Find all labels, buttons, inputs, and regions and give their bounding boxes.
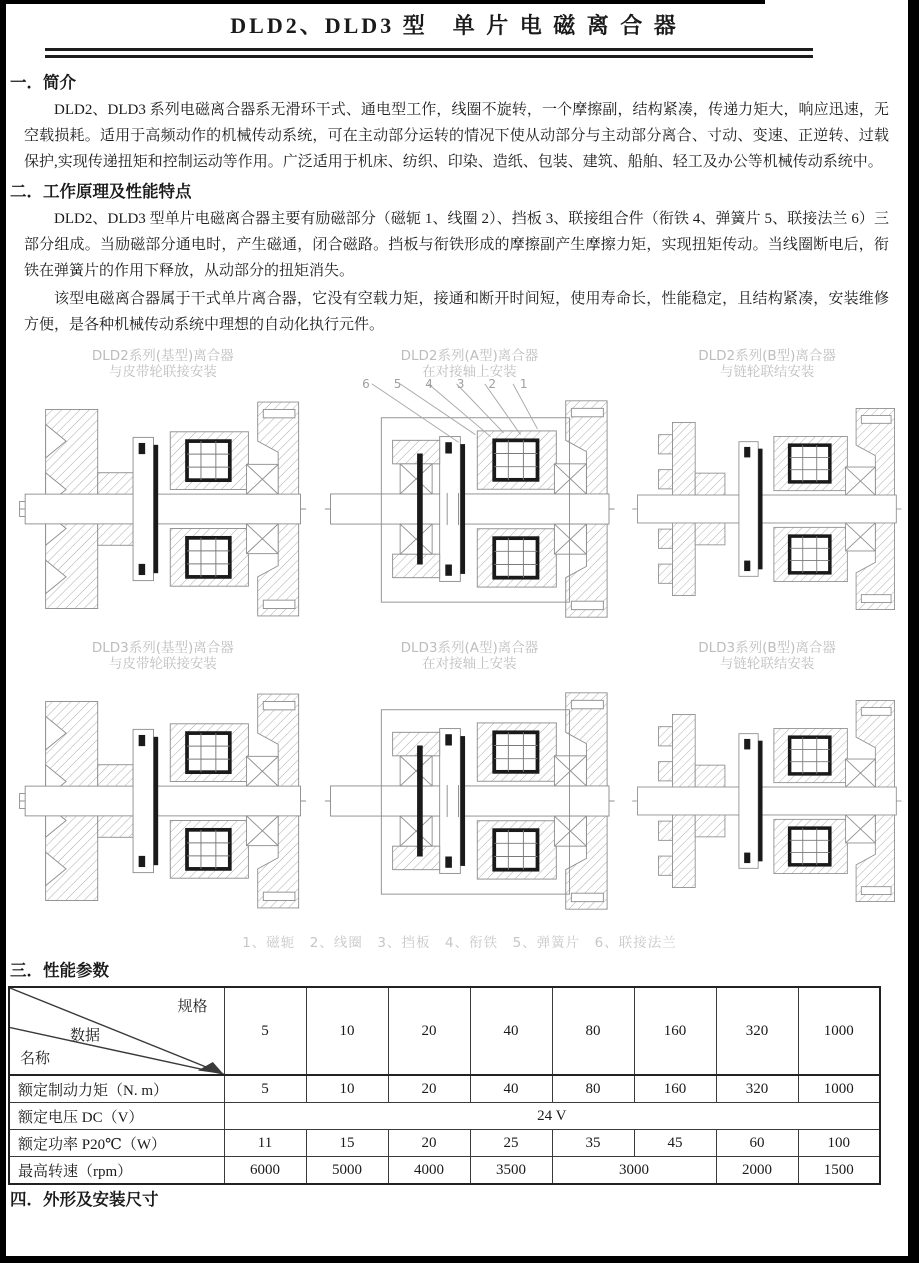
table-row-speed	[9, 1157, 880, 1185]
figure-caption-line2: 与链轮联结安装	[719, 364, 815, 380]
cell-value: 160	[634, 1075, 716, 1103]
cell-value: 6000	[224, 1157, 306, 1185]
cell-value: 1500	[798, 1157, 880, 1185]
scan-edge-right	[908, 0, 919, 1263]
scan-edge-left	[0, 0, 6, 1263]
cell-value: 35	[552, 1130, 634, 1157]
page-title: DLD2、DLD3 型 单 片 电 磁 离 合 器	[230, 13, 679, 38]
cell-value: 80	[552, 1075, 634, 1103]
figure-dld3-basic	[14, 638, 312, 930]
figure-dld3-b	[627, 638, 907, 930]
cell-value: 11	[224, 1130, 306, 1157]
figure-dld2-a	[312, 346, 628, 638]
clutch-butt-joint-drawing	[312, 382, 628, 636]
part-label-2: 2	[488, 377, 496, 391]
cell-value: 2000	[716, 1157, 798, 1185]
part-label-5: 5	[393, 377, 402, 391]
figure-caption-line1: DLD3系列(A型)离合器	[400, 640, 539, 656]
figure-caption-line2: 与皮带轮联接安装	[108, 656, 217, 672]
cell-value: 1000	[798, 1075, 880, 1103]
parts-legend: 1、磁轭 2、线圈 3、挡板 4、衔铁 5、弹簧片 6、联接法兰	[242, 935, 677, 951]
table-row-voltage	[9, 1103, 880, 1130]
heading-principle: 二．工作原理及性能特点	[10, 182, 192, 201]
scan-edge-top	[0, 0, 765, 4]
cell-value: 10	[306, 1075, 388, 1103]
figure-caption-line2: 与皮带轮联接安装	[108, 364, 217, 380]
clutch-sprocket-drawing	[627, 382, 907, 636]
cell-value: 100	[798, 1130, 880, 1157]
title-rule	[45, 48, 813, 58]
row-label: 最高转速（rpm）	[9, 1157, 224, 1185]
spec-column-header: 1000	[798, 987, 880, 1075]
figure-dld3-a	[312, 638, 628, 930]
cell-value: 4000	[388, 1157, 470, 1185]
figure-caption-line1: DLD3系列(B型)离合器	[698, 640, 836, 656]
row-label: 额定电压 DC（V）	[9, 1103, 224, 1130]
figure-caption-line1: DLD2系列(B型)离合器	[698, 348, 836, 364]
intro-paragraph: DLD2、DLD3 系列电磁离合器系无滑环干式、通电型工作，线圈不旋转，一个摩擦副，结构紧凑，传递力矩大，响应迅速，无空载损耗。适用于高频动作的机械传动系统，可在主动部分运转的情况下使从动部分与主动部分离合、寸动、变速、正逆转、过载保护,实现传递扭矩和控制运动等作用。广泛适用于机床、纺织、印染、造纸、包装、建筑、船舶、轻工及办公等机械传动系统中。	[24, 102, 889, 170]
cell-value: 40	[470, 1075, 552, 1103]
part-label-4: 4	[425, 377, 433, 391]
spec-column-header: 160	[634, 987, 716, 1075]
figure-caption-line1: DLD2系列(A型)离合器	[400, 348, 539, 364]
cell-value: 5000	[306, 1157, 388, 1185]
principle-paragraph-1: DLD2、DLD3 型单片电磁离合器主要有励磁部分（磁轭 1、线圈 2）、挡板 3、联接组合件（衔铁 4、弹簧片 5、联接法兰 6）三部分组成。当励磁部分通电时，产生磁通，闭合磁路。挡板与衔铁形成的摩擦副产生摩擦力矩，实现扭矩传动。当线圈断电后，衔铁在弹簧片的作用下释放，从动部分的扭矩消失。	[24, 211, 889, 279]
table-corner-cell	[9, 987, 224, 1075]
part-label-1: 1	[519, 377, 528, 391]
corner-data-label: 数据	[70, 1028, 101, 1044]
table-row-power	[9, 1130, 880, 1157]
heading-parameters: 三．性能参数	[10, 961, 109, 980]
part-label-3: 3	[456, 377, 465, 391]
figure-dld2-b	[627, 346, 907, 638]
heading-dimensions: 四．外形及安装尺寸	[10, 1190, 159, 1209]
figure-caption-line1: DLD3系列(基型)离合器	[91, 640, 234, 656]
clutch-pulley-drawing	[14, 674, 312, 928]
cell-value: 25	[470, 1130, 552, 1157]
clutch-pulley-drawing	[14, 382, 312, 636]
spec-column-header: 40	[470, 987, 552, 1075]
corner-name-label: 名称	[20, 1051, 51, 1067]
row-label: 额定功率 P20℃（W）	[9, 1130, 224, 1157]
cell-value: 60	[716, 1130, 798, 1157]
spec-column-header: 5	[224, 987, 306, 1075]
part-label-6: 6	[362, 377, 370, 391]
corner-spec-label: 规格	[177, 999, 208, 1015]
spec-column-header: 20	[388, 987, 470, 1075]
clutch-butt-joint-drawing	[312, 674, 628, 928]
scan-edge-bottom	[0, 1256, 919, 1263]
figure-dld2-basic	[14, 346, 312, 638]
clutch-sprocket-drawing	[627, 674, 907, 928]
heading-intro: 一．简介	[10, 73, 76, 92]
cell-value: 20	[388, 1130, 470, 1157]
cell-value: 3500	[470, 1157, 552, 1185]
cell-value: 45	[634, 1130, 716, 1157]
spec-column-header: 80	[552, 987, 634, 1075]
cell-value: 5	[224, 1075, 306, 1103]
part-number-labels	[312, 377, 628, 391]
spec-column-header: 10	[306, 987, 388, 1075]
figure-caption-line2: 在对接轴上安装	[422, 656, 517, 672]
figure-caption-line1: DLD2系列(基型)离合器	[91, 348, 234, 364]
cell-value: 320	[716, 1075, 798, 1103]
row-label: 额定制动力矩（N. m）	[9, 1075, 224, 1103]
principle-paragraph-2: 该型电磁离合器属于干式单片离合器，它没有空载力矩，接通和断开时间短，使用寿命长，性能稳定，且结构紧凑，安装维修方便，是各种机械传动系统中理想的自动化执行元件。	[24, 291, 889, 333]
spec-column-header: 320	[716, 987, 798, 1075]
cell-value: 20	[388, 1075, 470, 1103]
cell-value-merged: 24 V	[224, 1103, 880, 1130]
cell-value: 15	[306, 1130, 388, 1157]
figure-caption-line2: 与链轮联结安装	[719, 656, 815, 672]
figure-caption-line2: 在对接轴上安装	[422, 364, 517, 380]
figure-grid	[14, 346, 907, 930]
performance-parameters-table	[8, 986, 881, 1185]
table-row-torque	[9, 1075, 880, 1103]
cell-value-merged: 3000	[552, 1157, 716, 1185]
